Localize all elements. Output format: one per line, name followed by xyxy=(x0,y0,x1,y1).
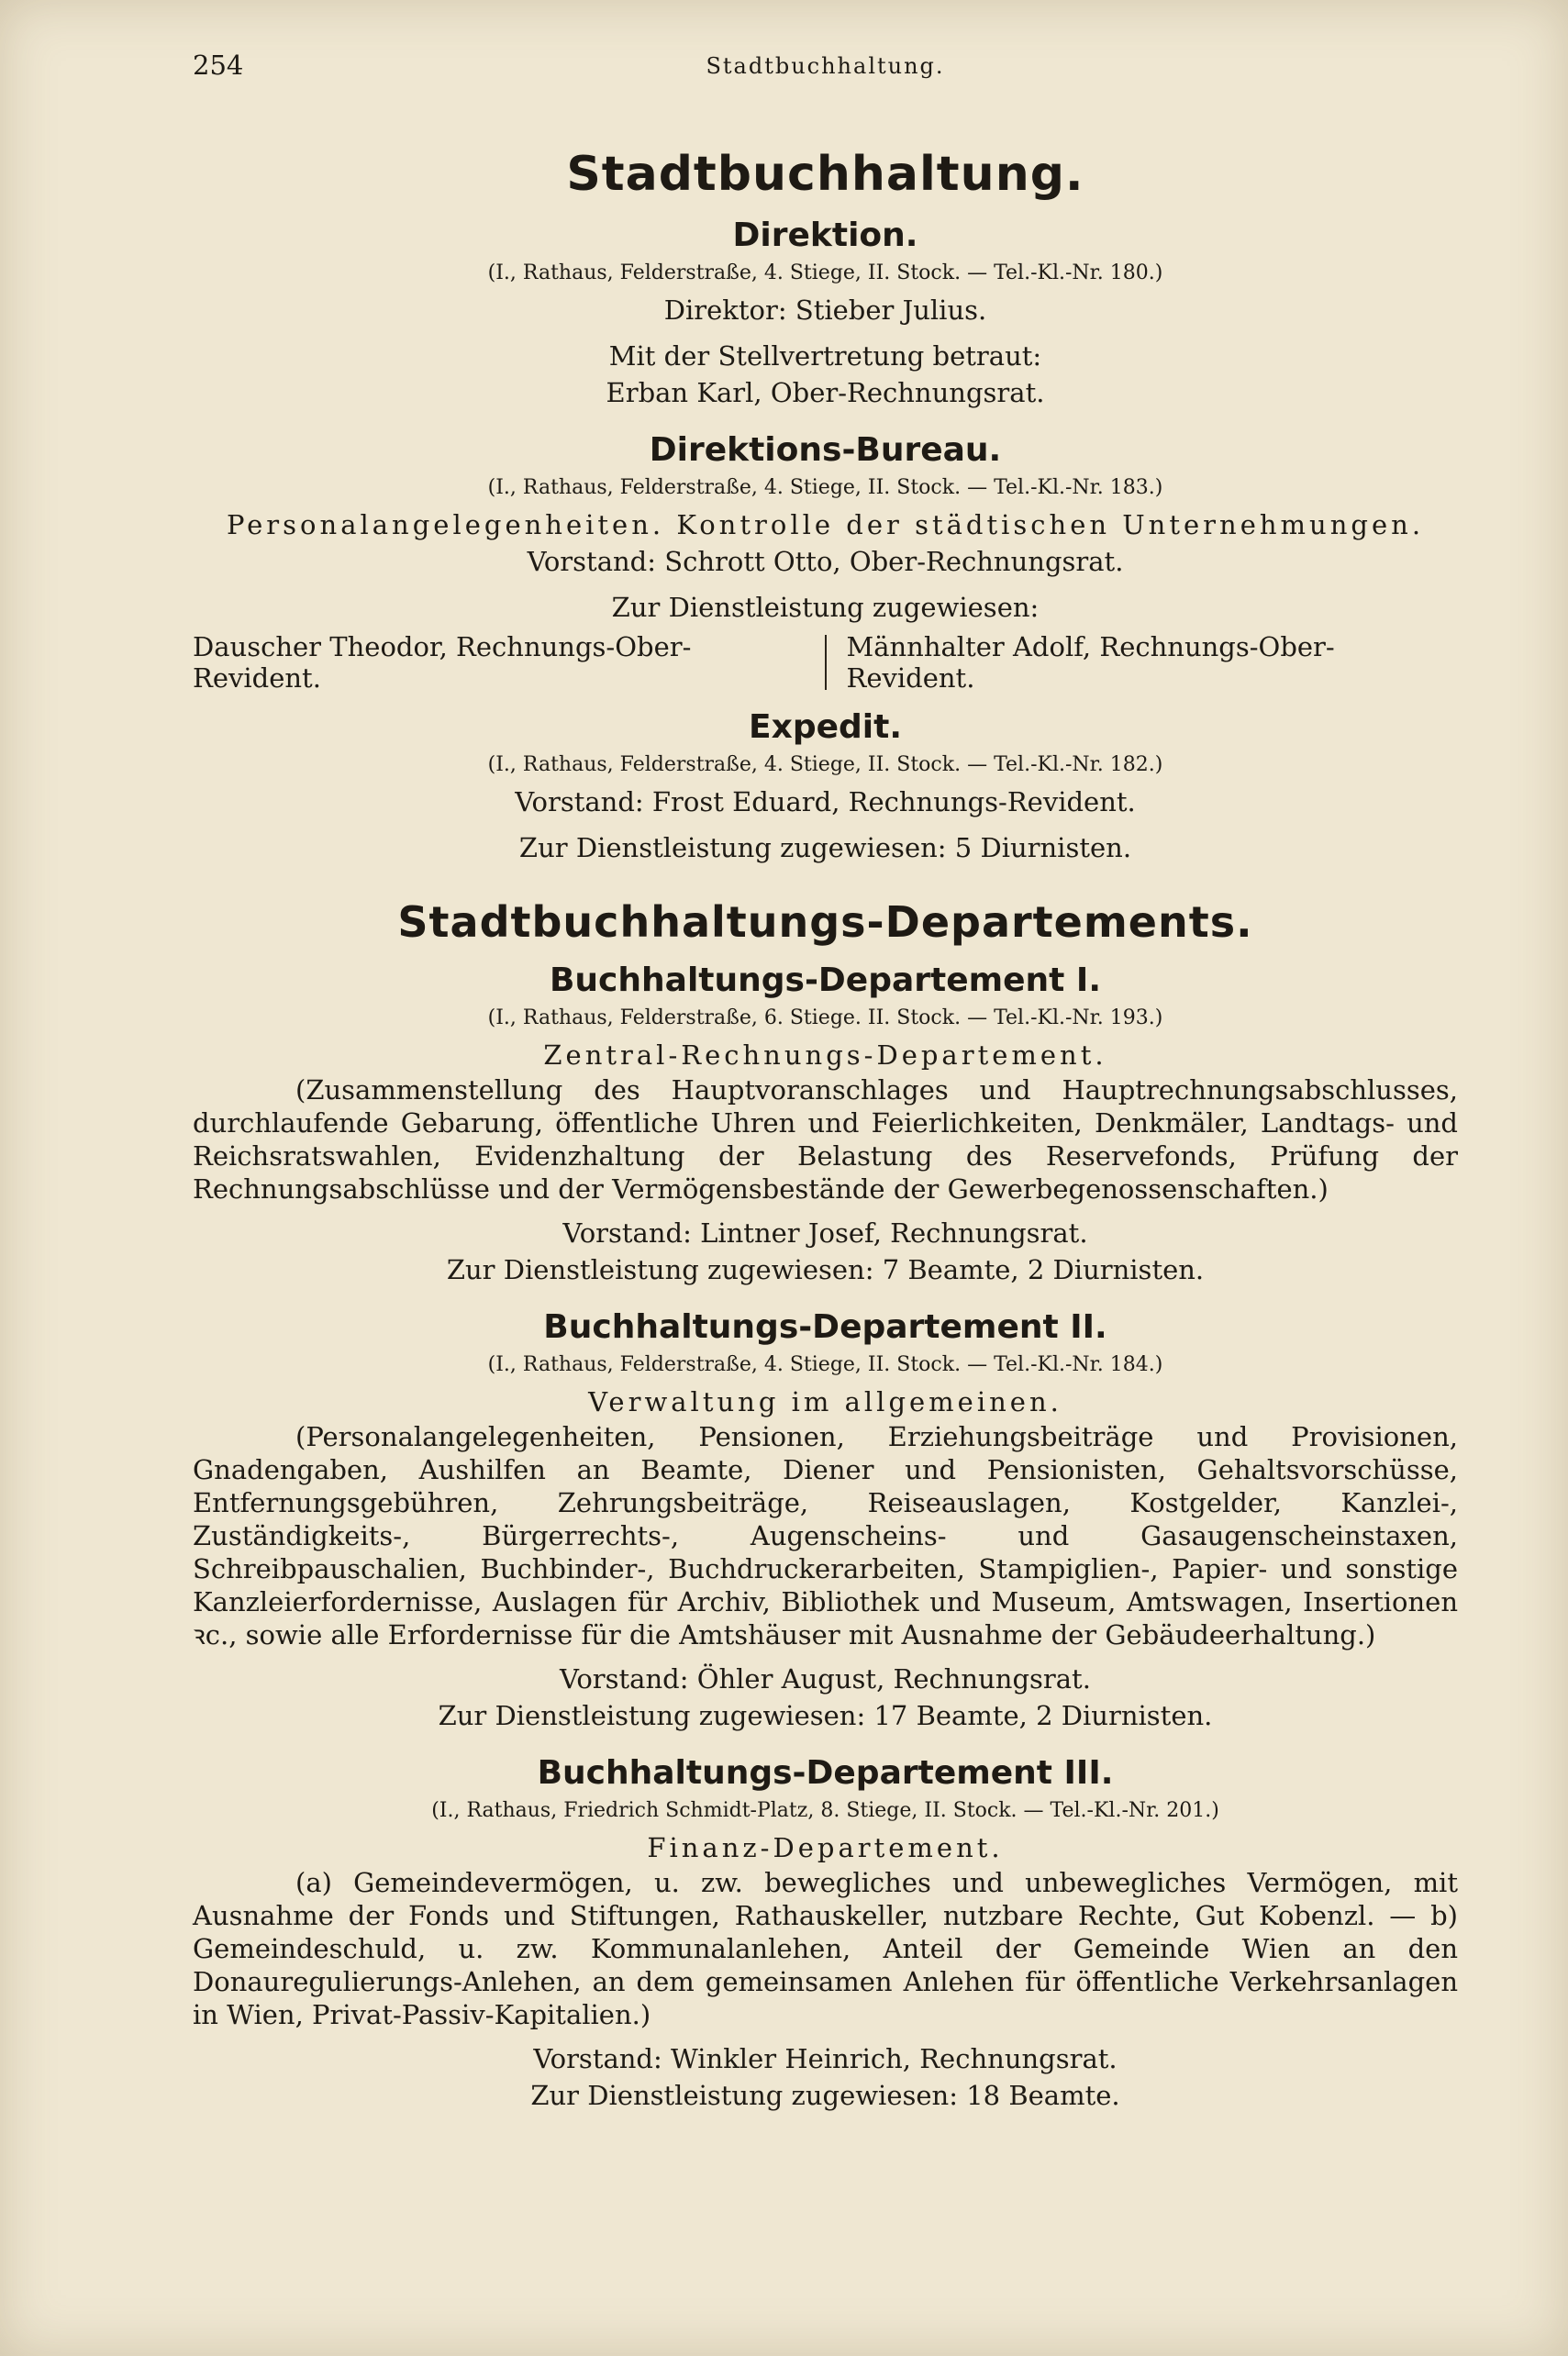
section-dept-3 xyxy=(193,1754,1458,2114)
dept3-address: (I., Rathaus, Friedrich Schmidt-Platz, 8. Stiege, II. Stock. — Tel.-Kl.-Nr. 201.) xyxy=(431,1799,1219,1822)
direktion-deputy: Erban Karl, Ober-Rechnungsrat. xyxy=(606,377,1045,408)
dept1-name: Zentral-Rechnungs-Departement. xyxy=(543,1039,1107,1071)
bureau-title: Direktions-Bureau. xyxy=(649,431,1002,469)
dept1-address: (I., Rathaus, Felderstraße, 6. Stiege. II. Stock. — Tel.-Kl.-Nr. 193.) xyxy=(487,1006,1163,1029)
running-title: Stadtbuchhaltung. xyxy=(706,53,945,79)
dept2-title: Buchhaltungs-Departement II. xyxy=(543,1308,1107,1346)
dept3-description: (a) Gemeindevermögen, u. zw. bewegliches und unbewegliches Vermögen, mit Ausnahme der Fonds und Stiftungen, Rathauskeller, nutzbare Rechte, Gut Kobenzl. — b) Gemeindeschuld, u. zw. Kommunalanlehen, Anteil der Gemeinde Wien an den Donauregulierungs-Anlehen, an dem gemeinsamen Anlehen für öffentliche Verkehrsanlagen in Wien, Privat-Passiv-Kapitalien.) xyxy=(193,1867,1458,2030)
bureau-staff-left: Dauscher Theodor, Rechnungs-Ober-Revident. xyxy=(193,631,692,694)
page-content xyxy=(193,136,1458,2114)
bureau-assigned-label: Zur Dienstleistung zugewiesen: xyxy=(611,592,1040,623)
bureau-head: Vorstand: Schrott Otto, Ober-Rechnungsrat. xyxy=(527,546,1124,577)
dept2-assigned: Zur Dienstleistung zugewiesen: 17 Beamte, 2 Diurnisten. xyxy=(438,1700,1213,1731)
main-title: Stadtbuchhaltung. xyxy=(566,147,1084,202)
dept1-head: Vorstand: Lintner Josef, Rechnungsrat. xyxy=(562,1217,1088,1249)
dept2-name: Verwaltung im allgemeinen. xyxy=(588,1386,1062,1417)
dept2-head: Vorstand: Öhler August, Rechnungsrat. xyxy=(560,1663,1091,1695)
expedit-assigned: Zur Dienstleistung zugewiesen: 5 Diurnisten. xyxy=(518,832,1132,863)
section-dept-1 xyxy=(193,961,1458,1288)
direktion-deputy-label: Mit der Stellvertretung betraut: xyxy=(608,340,1042,372)
dept1-description: (Zusammenstellung des Hauptvoranschlages und Hauptrechnungsabschlusses, durchlaufende Gebarung, öffentliche Uhren und Feierlichkeiten, Denkmäler, Landtags- und Reichsratswahlen, Evidenzhaltung der Belastung des Reservefonds, Prüfung der Rechnungsabschlüsse und der Vermögensbestände der Gewerbegenossenschaften.) xyxy=(193,1074,1458,1205)
direktion-address: (I., Rathaus, Felderstraße, 4. Stiege, II. Stock. — Tel.-Kl.-Nr. 180.) xyxy=(487,261,1163,284)
dept1-title: Buchhaltungs-Departement I. xyxy=(549,961,1101,999)
dept3-head: Vorstand: Winkler Heinrich, Rechnungsrat. xyxy=(533,2043,1118,2074)
expedit-title: Expedit. xyxy=(749,708,902,746)
bureau-staff xyxy=(193,631,1458,694)
direktion-director: Direktor: Stieber Julius. xyxy=(663,294,987,326)
bureau-duties: Personalangelegenheiten. Kontrolle der städtischen Unternehmungen. xyxy=(226,509,1425,540)
departments-title: Stadtbuchhaltungs-Departements. xyxy=(397,897,1253,947)
dept2-address: (I., Rathaus, Felderstraße, 4. Stiege, II. Stock. — Tel.-Kl.-Nr. 184.) xyxy=(487,1353,1163,1376)
bureau-address: (I., Rathaus, Felderstraße, 4. Stiege, II. Stock. — Tel.-Kl.-Nr. 183.) xyxy=(487,476,1163,499)
section-expedit xyxy=(193,708,1458,866)
dept1-assigned: Zur Dienstleistung zugewiesen: 7 Beamte, 2 Diurnisten. xyxy=(446,1254,1205,1285)
section-direktion xyxy=(193,217,1458,411)
expedit-address: (I., Rathaus, Felderstraße, 4. Stiege, II. Stock. — Tel.-Kl.-Nr. 182.) xyxy=(487,753,1163,776)
dept3-title: Buchhaltungs-Departement III. xyxy=(537,1754,1114,1792)
section-direktions-bureau xyxy=(193,431,1458,694)
bureau-staff-right: Männhalter Adolf, Rechnungs-Ober-Revident. xyxy=(846,631,1335,694)
section-dept-2 xyxy=(193,1308,1458,1734)
expedit-head: Vorstand: Frost Eduard, Rechnungs-Revident. xyxy=(515,786,1136,817)
dept3-assigned: Zur Dienstleistung zugewiesen: 18 Beamte. xyxy=(530,2080,1120,2111)
page-header xyxy=(193,44,1458,84)
direktion-title: Direktion. xyxy=(732,217,918,254)
dept3-name: Finanz-Departement. xyxy=(647,1832,1004,1863)
column-divider xyxy=(825,635,827,690)
page-number: 254 xyxy=(193,50,244,81)
dept2-description: (Personalangelegenheiten, Pensionen, Erziehungsbeiträge und Provisionen, Gnadengaben, Aushilfen an Beamte, Diener und Pensionisten, Gehaltsvorschüsse, Entfernungsgebühren, Zehrungsbeiträge, Reiseauslagen, Kostgelder, Kanzlei-, Zuständigkeits-, Bürgerrechts-, Augenscheins- und Gasaugenscheinstaxen, Schreibpauschalien, Buchbinder-, Buchdruckerarbeiten, Stampiglien-, Papier- und sonstige Kanzleierfordernisse, Auslagen für Archiv, Bibliothek und Museum, Amtswagen, Insertionen ꝛc., sowie alle Erfordernisse für die Amtshäuser mit Ausnahme der Gebäudeerhaltung.) xyxy=(193,1421,1458,1650)
